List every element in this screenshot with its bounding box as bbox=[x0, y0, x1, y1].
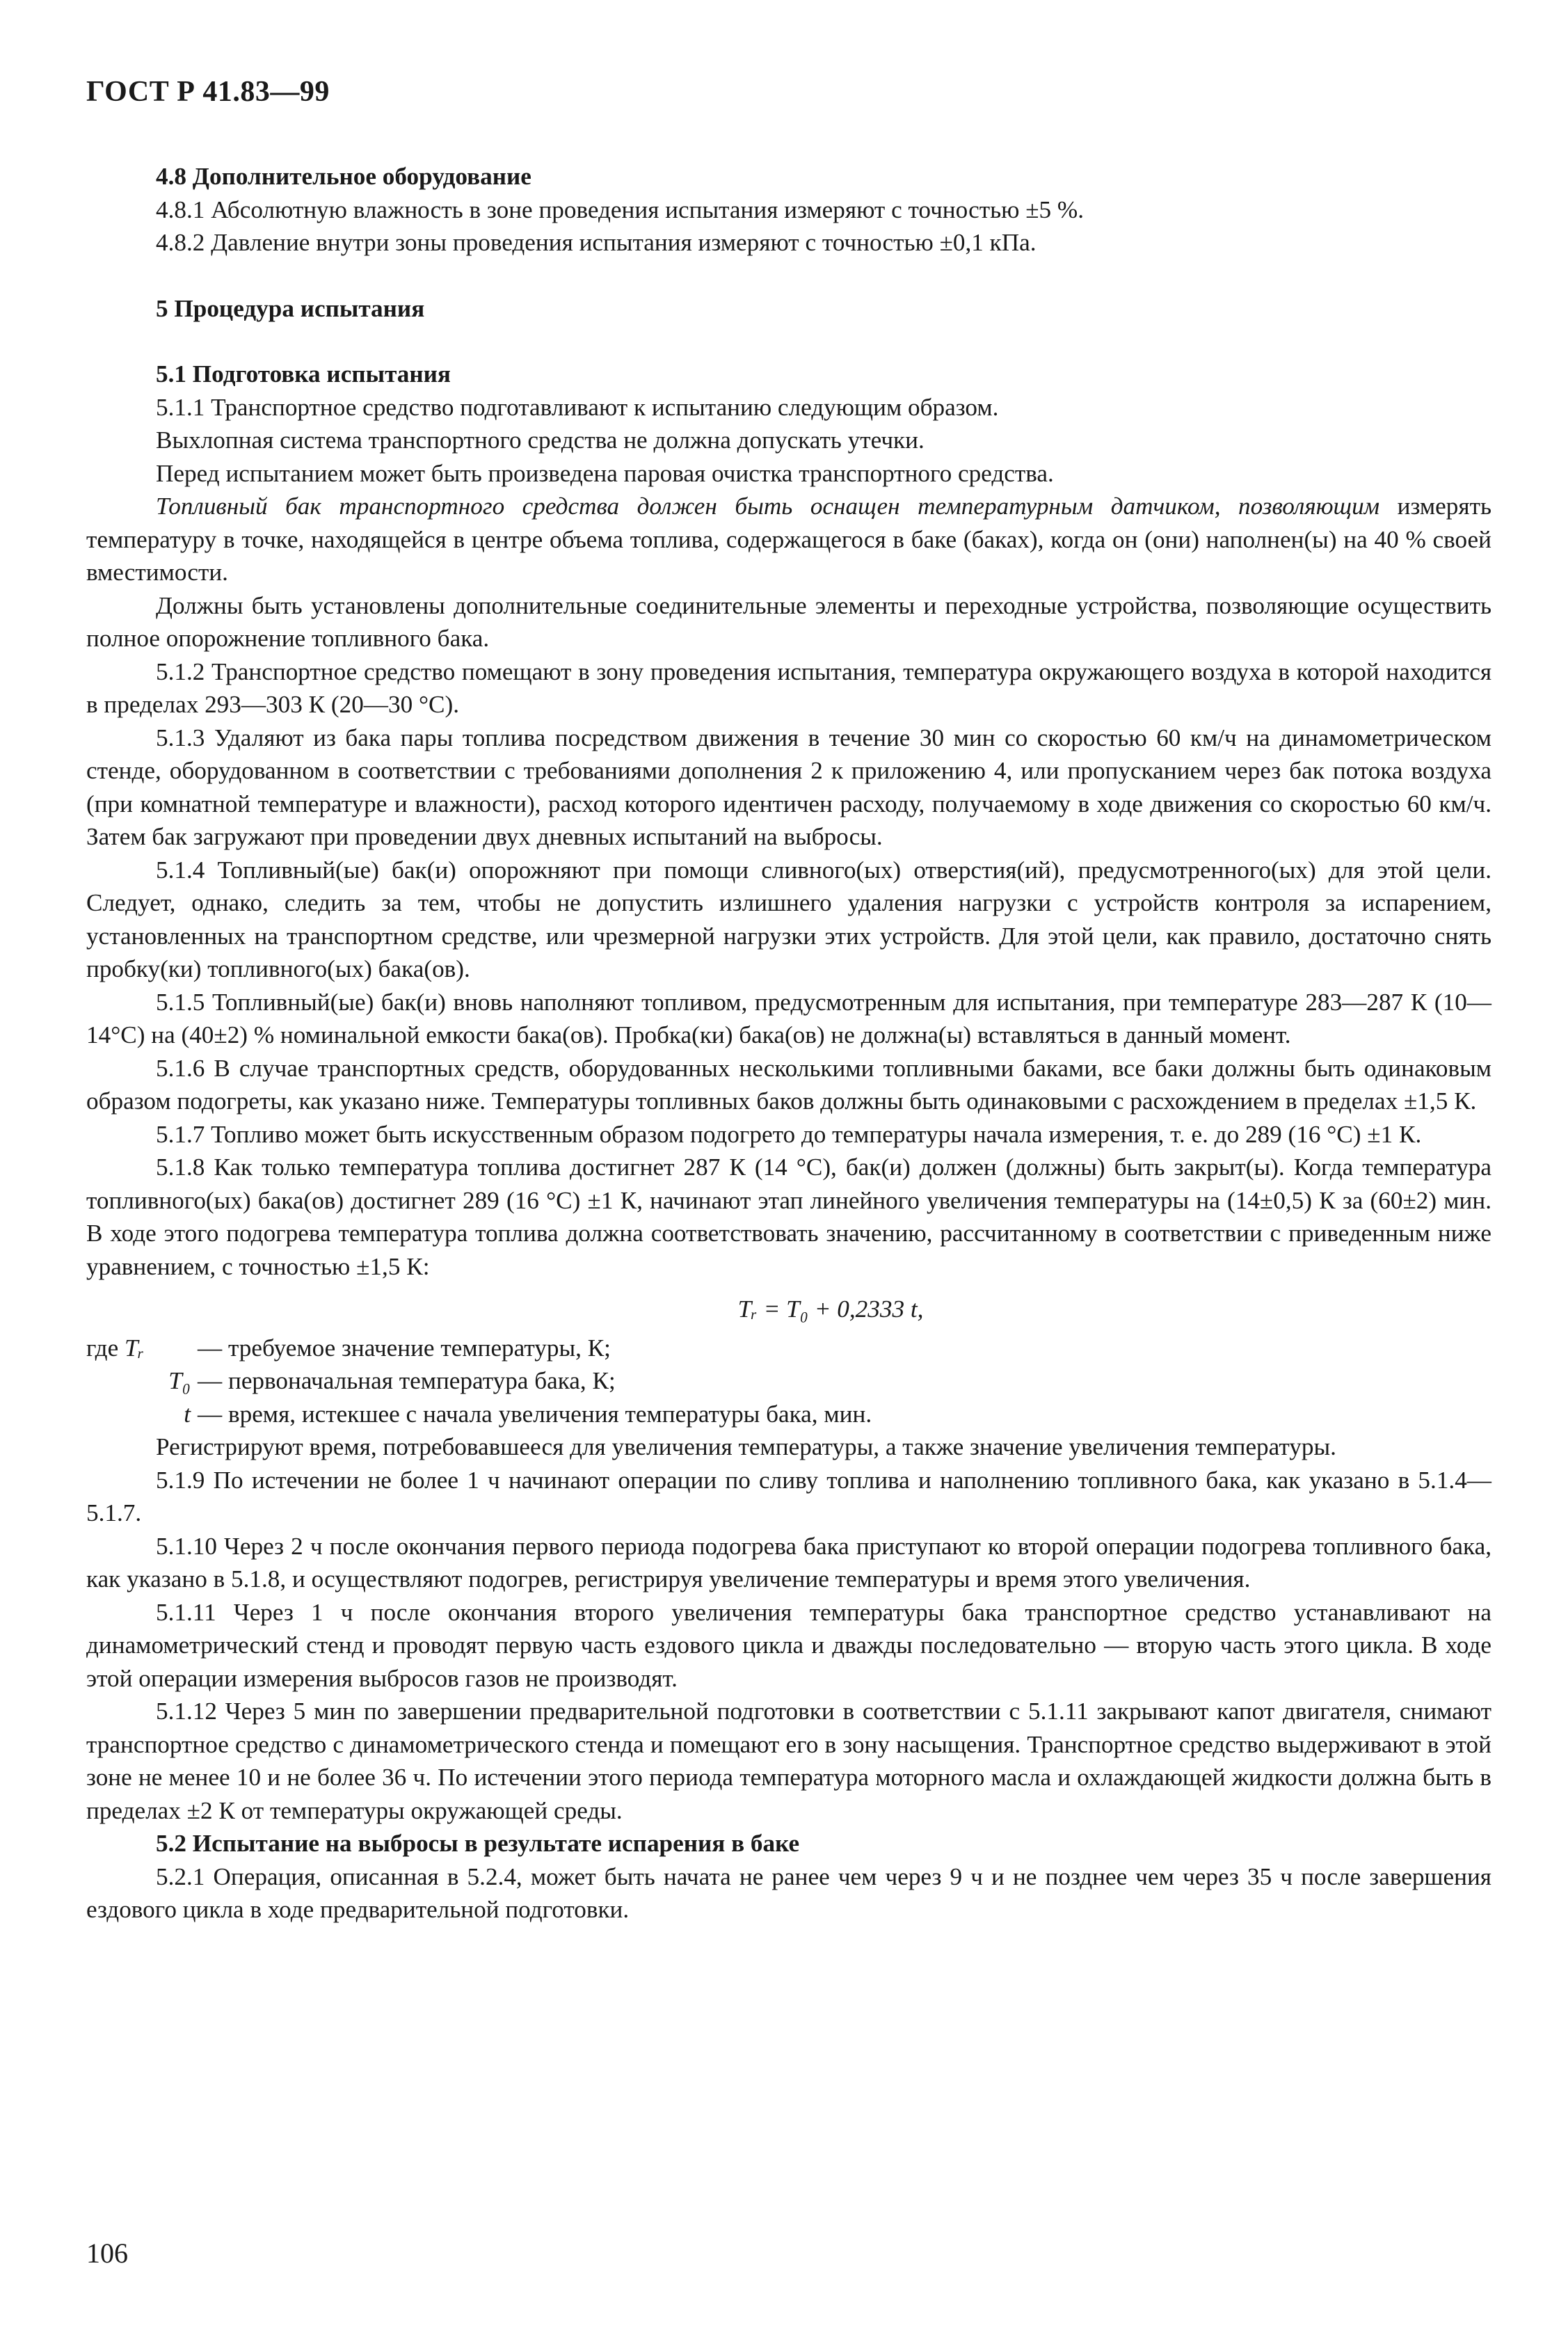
paragraph-5-1-11: 5.1.11 Через 1 ч после окончания второго увеличения температуры бака транспортное средство устанавливают на динамометрический стенд и проводят первую часть ездового цикла и дважды последовательно — вторую часть этого цикла. В ходе этой операции измерения выбросов газов не производят. bbox=[86, 1598, 1491, 1692]
document-header: ГОСТ Р 41.83—99 bbox=[86, 76, 330, 108]
paragraph-4-8-2: 4.8.2 Давление внутри зоны проведения испытания измеряют с точностью ±0,1 кПа. bbox=[156, 229, 1037, 256]
paragraph-5-1-4: 5.1.4 Топливный(ые) бак(и) опорожняют при помощи сливного(ых) отверстия(ий), предусмотренного(ых) для этой цели. Следует, однако, следить за тем, чтобы не допустить излишнего удаления нагрузки с устройств контроля за испарением, установленных на транспортном средстве, или чрезмерной нагрузки этих устройств. Для этой цели, как правило, достаточно снять пробку(ки) топливного(ых) бака(ов). bbox=[86, 856, 1491, 982]
italic-text: Топливный бак транспортного средства должен быть оснащен температурным датчиком, позволяющим bbox=[156, 493, 1380, 520]
paragraph-steam-cleaning: Перед испытанием может быть произведена паровая очистка транспортного средства. bbox=[156, 459, 1054, 487]
legend-row-t bbox=[86, 1398, 1491, 1431]
paragraph-4-8-1: 4.8.1 Абсолютную влажность в зоне проведения испытания измеряют с точностью ±5 %. bbox=[156, 196, 1085, 223]
legend-row-t0 bbox=[86, 1364, 1491, 1398]
temperature-formula: Tᵣ = T₀ + 0,2333 t, bbox=[737, 1295, 924, 1323]
paragraph-5-1-12: 5.1.12 Через 5 мин по завершении предварительной подготовки в соответствии с 5.1.11 закрывают капот двигателя, снимают транспортное средство с динамометрического стенда и помещают его в зону насыщения. Транспортное средство выдерживают в этой зоне не менее 10 и не более 36 ч. По истечении этого периода температура моторного масла и охлаждающей жидкости должна быть в пределах ±2 К от температуры окружающей среды. bbox=[86, 1698, 1491, 1824]
paragraph-register-time: Регистрируют время, потребовавшееся для увеличения температуры, а также значение увеличения температуры. bbox=[156, 1433, 1336, 1460]
page-number: 106 bbox=[86, 2237, 128, 2269]
legend-text-t0: — первоначальная температура бака, К; bbox=[198, 1367, 616, 1394]
legend-row-tr bbox=[86, 1332, 1491, 1365]
paragraph-5-1-3: 5.1.3 Удаляют из бака пары топлива посредством движения в течение 30 мин со скоростью 60 км/ч на динамометрическом стенде, оборудованном в соответствии с требованиями дополнения 2 к приложению 4, или пропусканием через бак потока воздуха (при комнатной температуре и влажности), расход которого идентичен расходу, получаемому в ходе движения со скоростью 60 км/ч. Затем бак загружают при проведении двух дневных испытаний на выбросы. bbox=[86, 724, 1491, 850]
paragraph-5-1-5: 5.1.5 Топливный(ые) бак(и) вновь наполняют топливом, предусмотренным для испытания, при температуре 283—287 К (10—14°C) на (40±2) % номинальной емкости бака(ов). Пробка(ки) бака(ов) не должна(ы) вставляться в данный момент. bbox=[86, 988, 1491, 1048]
section-heading-4-8: 4.8 Дополнительное оборудование bbox=[156, 163, 531, 190]
legend-text-t: — время, истекшее с начала увеличения температуры бака, мин. bbox=[198, 1400, 872, 1428]
paragraph-5-1-8: 5.1.8 Как только температура топлива достигнет 287 К (14 °C), бак(и) должен (должны) быть закрыт(ы). Когда температура топливного(ых) бака(ов) достигнет 289 (16 °C) ±1 К, начинают этап линейного увеличения температуры на (14±0,5) К за (60±2) мин. В ходе этого подогрева температура топлива должна соответствовать значению, рассчитанному в соответствии с приведенным ниже уравнением, с точностью ±1,5 К: bbox=[86, 1154, 1491, 1280]
legend-symbol-t0: T₀ bbox=[168, 1367, 191, 1394]
section-heading-5-1: 5.1 Подготовка испытания bbox=[156, 360, 451, 388]
section-heading-5: 5 Процедура испытания bbox=[156, 294, 425, 322]
paragraph-fuel-tank-sensor-rest: измерять температуру в точке, находящейся в центре объема топлива, содержащегося в баке (баках), когда он (они) наполнен(ы) на 40 % своей вместимости. bbox=[86, 493, 1491, 586]
paragraph-5-1-9: 5.1.9 По истечении не более 1 ч начинают операции по сливу топлива и наполнению топливного бака, как указано в 5.1.4—5.1.7. bbox=[86, 1466, 1491, 1526]
paragraph-additional-fittings: Должны быть установлены дополнительные соединительные элементы и переходные устройства, позволяющие осуществить полное опорожнение топливного бака. bbox=[86, 591, 1491, 652]
legend-symbol-tr: Tᵣ bbox=[125, 1334, 145, 1362]
paragraph-5-1-1: 5.1.1 Транспортное средство подготавливают к испытанию следующим образом. bbox=[156, 393, 999, 421]
legend-symbol-t: t bbox=[184, 1400, 191, 1428]
paragraph-5-1-10: 5.1.10 Через 2 ч после окончания первого периода подогрева бака приступают ко второй операции подогрева топливного бака, как указано в 5.1.8, и осуществляют подогрев, регистрируя увеличение температуры и время этого увеличения. bbox=[86, 1532, 1491, 1593]
paragraph-5-1-7: 5.1.7 Топливо может быть искусственным образом подогрето до температуры начала измерения, т. е. до 289 (16 °C) ±1 К. bbox=[156, 1120, 1422, 1148]
document-body bbox=[86, 160, 1491, 1926]
legend-text-tr: — требуемое значение температуры, К; bbox=[198, 1334, 611, 1362]
legend-symbol bbox=[86, 1332, 198, 1365]
legend-where-word: где bbox=[86, 1334, 119, 1362]
section-heading-5-2: 5.2 Испытание на выбросы в результате испарения в баке bbox=[156, 1830, 800, 1857]
paragraph-exhaust: Выхлопная система транспортного средства не должна допускать утечки. bbox=[156, 426, 925, 454]
paragraph-5-1-6: 5.1.6 В случае транспортных средств, оборудованных несколькими топливными баками, все баки должны быть одинаковым образом подогреты, как указано ниже. Температуры топливных баков должны быть одинаковыми с расхождением в пределах ±1,5 К. bbox=[86, 1054, 1491, 1115]
paragraph-5-1-2: 5.1.2 Транспортное средство помещают в зону проведения испытания, температура окружающего воздуха в которой находится в пределах 293—303 К (20—30 °C). bbox=[86, 657, 1491, 718]
paragraph-fuel-tank-sensor bbox=[86, 490, 1491, 589]
paragraph-5-2-1: 5.2.1 Операция, описанная в 5.2.4, может быть начата не ранее чем через 9 ч и не позднее чем через 35 ч после завершения ездового цикла в ходе предварительной подготовки. bbox=[86, 1862, 1491, 1923]
